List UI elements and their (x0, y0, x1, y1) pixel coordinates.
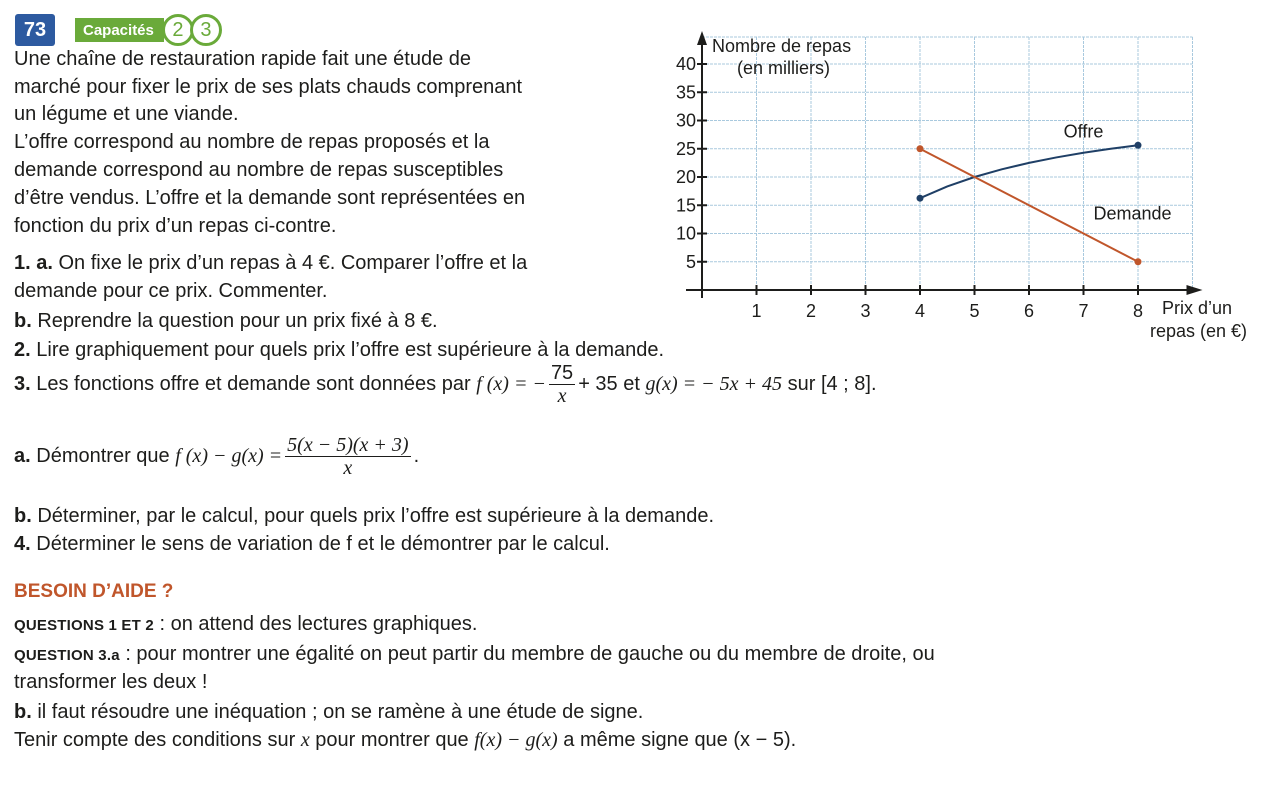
help-text: : on attend des lectures graphiques. (153, 613, 478, 635)
question-number: 3. (14, 373, 31, 395)
question-number: a. (14, 445, 31, 467)
x-tick-label: 7 (1078, 301, 1089, 321)
series-endpoint-offre (917, 195, 924, 202)
variable-x: x (300, 729, 310, 751)
question-number: 2. (14, 339, 31, 361)
x-tick-label: 4 (914, 301, 926, 321)
series-endpoint-demande (917, 145, 924, 152)
formula-difference: f (x) − g(x) = (175, 445, 283, 467)
formula-g: g(x) = − 5x + 45 (645, 373, 783, 395)
intro-line: un légume et une viande. (14, 103, 239, 125)
series-label-offre: Offre (1063, 121, 1104, 142)
x-tick-label: 1 (751, 301, 762, 321)
x-axis-arrow (1187, 285, 1203, 295)
x-tick-label: 6 (1023, 301, 1035, 321)
x-tick-label: 5 (969, 301, 980, 321)
skill-badge-1: 2 (162, 14, 194, 46)
skill-badge-2: 3 (190, 14, 222, 46)
question-text: Les fonctions offre et demande sont données par (36, 373, 471, 395)
formula-f-tail: + 35 (578, 373, 618, 395)
help-text: : pour montrer une égalité on peut partir du membre de gauche ou du membre de droite, ou (119, 643, 935, 665)
formula-difference: f(x) − g(x) (474, 729, 558, 751)
question-3 (14, 362, 877, 407)
help-text: Tenir compte des conditions sur (14, 729, 296, 751)
fraction-numerator: 5(x − 5)(x + 3) (287, 434, 409, 456)
help-text: a même signe que (x − 5). (563, 729, 797, 751)
intro-line: d’être vendus. L’offre et la demande sont représentées en (14, 187, 526, 209)
fraction-denominator: x (343, 457, 353, 479)
conj-et: et (623, 373, 640, 395)
question-number: 1. a. (14, 252, 53, 274)
series-endpoint-offre (1135, 142, 1142, 149)
y-tick-label: 15 (675, 195, 696, 216)
y-axis-label: Nombre de repas (712, 36, 852, 56)
intro-line: L’offre correspond au nombre de repas proposés et la (14, 131, 490, 153)
help-text: pour montrer que (315, 729, 469, 751)
x-axis-label: Prix d’un (1162, 298, 1233, 318)
x-tick-label: 3 (860, 301, 871, 321)
question-number: b. (14, 505, 32, 527)
intro-line: fonction du prix d’un repas ci-contre. (14, 215, 337, 237)
domain-text: sur [4 ; 8]. (787, 373, 877, 395)
fraction-denominator: x (557, 385, 567, 407)
intro-line: Une chaîne de restauration rapide fait une étude de (14, 48, 471, 70)
help-item-4 (14, 729, 796, 752)
chart-ticks (676, 54, 1143, 321)
y-axis-arrow (697, 31, 707, 45)
question-1a-cont: demande pour ce prix. Commenter. (14, 280, 328, 302)
question-3b (14, 505, 714, 528)
fraction-75-over-x (549, 362, 575, 407)
question-3a: a. Démontrer que f (x) − g(x) = $\frac{5(x - 5)(x + 3)}{x}$ . (14, 434, 420, 479)
question-4 (14, 533, 610, 556)
fraction-numerator: 75 (550, 362, 574, 384)
question-text: Démontrer que (36, 445, 170, 467)
y-tick-label: 40 (675, 54, 696, 74)
exercise-number-badge: 73 (15, 14, 55, 46)
question-text: Déterminer, par le calcul, pour quels prix l’offre est supérieure à la demande. (37, 505, 714, 527)
chart-series (917, 121, 1172, 265)
help-item-2 (14, 643, 935, 666)
y-tick-label: 30 (675, 110, 696, 131)
help-label: QUESTION 3.a (14, 647, 120, 664)
x-axis-label-unit: repas (en €) (1150, 321, 1248, 341)
help-label: b. (14, 701, 32, 723)
help-item-2-cont: transformer les deux ! (14, 671, 208, 693)
help-item-1 (14, 613, 477, 636)
skills-label: Capacités (75, 18, 164, 42)
x-tick-label: 8 (1132, 301, 1144, 321)
x-tick-label: 2 (805, 301, 817, 321)
help-label: QUESTIONS 1 ET 2 (14, 617, 154, 634)
series-label-demande: Demande (1093, 203, 1172, 224)
supply-demand-chart (0, 0, 1280, 360)
question-text: Déterminer le sens de variation de f et le démontrer par le calcul. (36, 533, 610, 555)
y-tick-label: 10 (675, 223, 696, 244)
intro-line: demande correspond au nombre de repas susceptibles (14, 159, 504, 181)
question-number: b. (14, 310, 32, 332)
question-number: 4. (14, 533, 31, 555)
help-item-3 (14, 701, 643, 724)
question-text: Lire graphiquement pour quels prix l’offre est supérieure à la demande. (36, 339, 665, 361)
y-axis-label-unit: (en milliers) (737, 58, 831, 78)
question-text: Reprendre la question pour un prix fixé à 8 €. (37, 310, 438, 332)
fraction-difference (285, 434, 410, 479)
y-tick-label: 25 (675, 138, 696, 159)
question-text: On fixe le prix d’un repas à 4 €. Comparer l’offre et la (58, 252, 528, 274)
help-text: il faut résoudre une inéquation ; on se ramène à une étude de signe. (37, 701, 644, 723)
y-tick-label: 20 (675, 167, 696, 187)
help-title: BESOIN D’AIDE ? (14, 581, 174, 602)
intro-line: marché pour fixer le prix de ses plats chauds comprenant (14, 76, 523, 98)
y-tick-label: 5 (685, 251, 696, 272)
y-tick-label: 35 (675, 82, 696, 103)
formula-f: f (x) = − (476, 373, 546, 395)
series-endpoint-demande (1135, 258, 1142, 265)
